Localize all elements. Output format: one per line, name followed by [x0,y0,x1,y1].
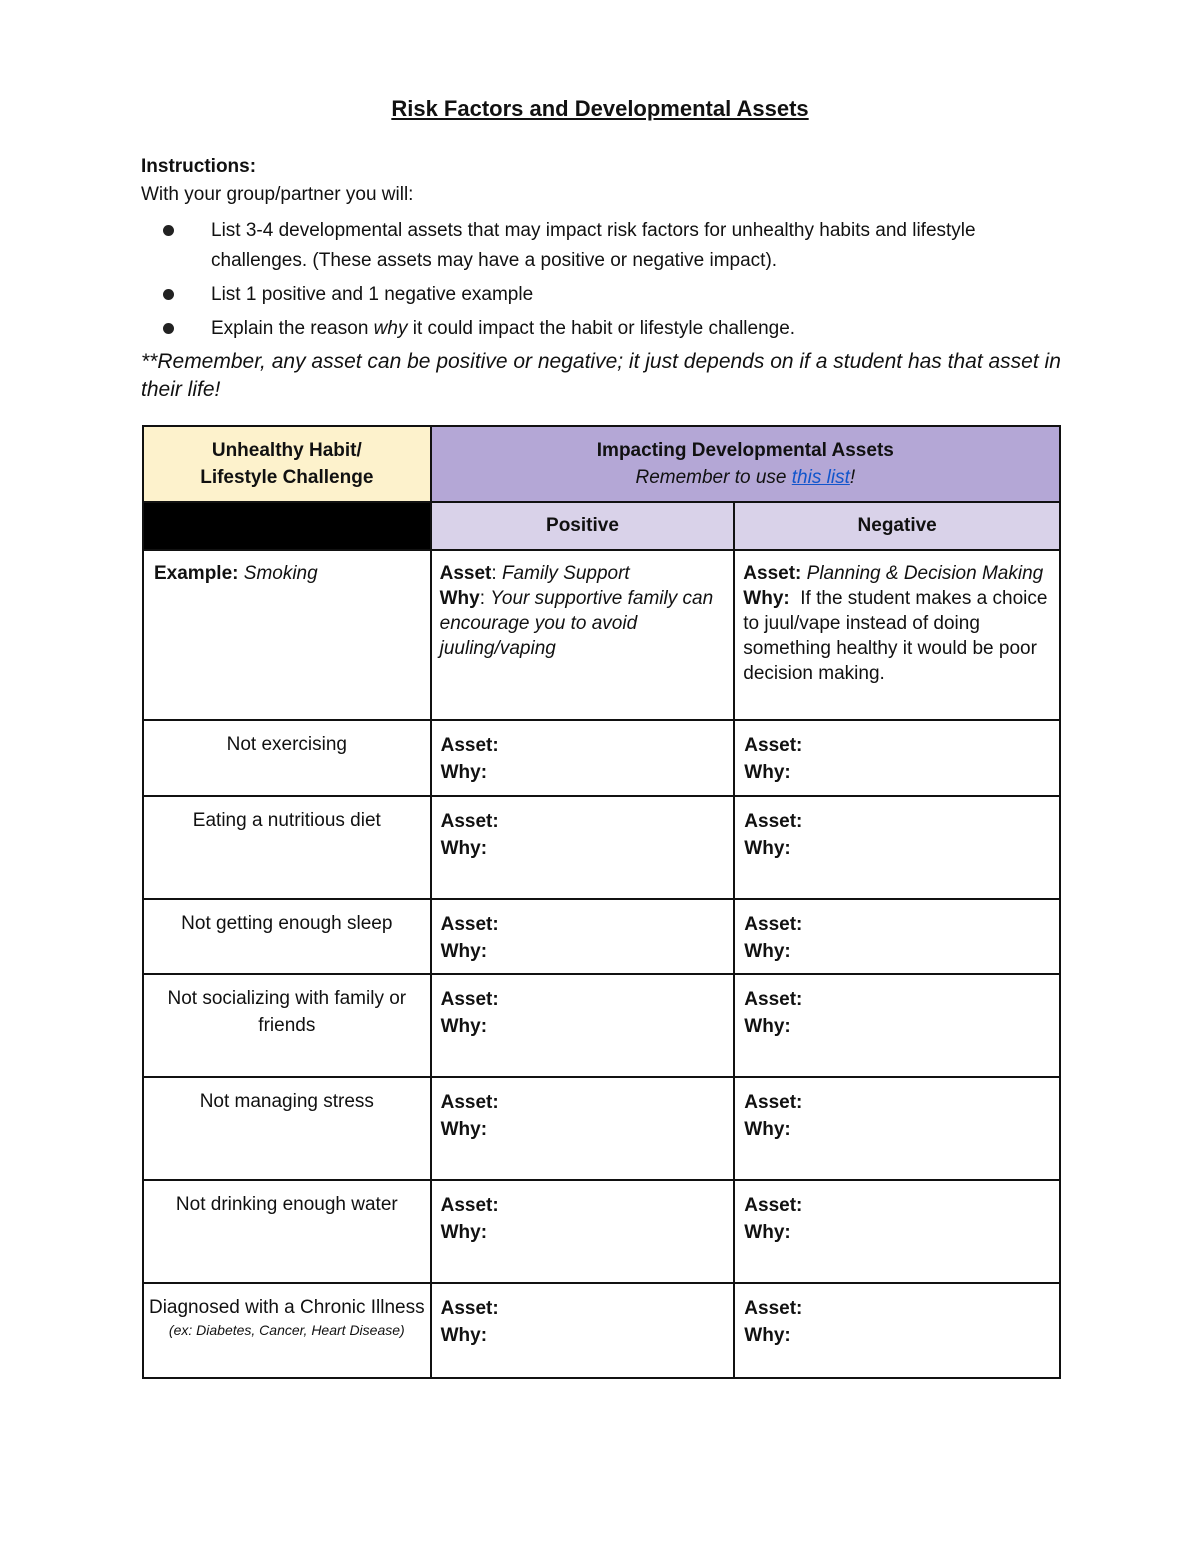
habit-cell [143,796,431,899]
asset-label: Asset: [743,563,802,584]
header-habit-line2: Lifestyle Challenge [200,467,374,488]
positive-cell[interactable] [431,1077,735,1180]
asset-label: Asset: [440,1092,499,1113]
example-label: Example: [154,563,239,584]
habit-cell [143,720,431,796]
why-label: Why: [744,838,791,859]
negative-cell[interactable] [734,1283,1060,1378]
example-habit: Smoking [243,563,318,584]
negative-cell[interactable] [734,974,1060,1077]
negative-cell[interactable] [734,1180,1060,1283]
instructions-intro: With your group/partner you will: [141,184,414,205]
habit-text: Not getting enough sleep [181,913,393,934]
habit-text: Not managing stress [199,1091,374,1112]
why-label: Why [439,588,480,609]
asset-label: Asset: [440,989,499,1010]
list-item [141,216,1041,276]
why-label: Why: [440,1325,488,1346]
header-black-cell [143,502,431,550]
why-value: Your supportive family can encourage you to avoid juuling/vaping [439,588,714,659]
habit-text: Not socializing with family or friends [167,988,407,1036]
why-label: Why: [744,762,791,783]
asset-label: Asset: [744,811,803,832]
why-label: Why: [440,1222,488,1243]
bullet-text: List 3-4 developmental assets that may impact risk factors for unhealthy habits and lifestyle challenges. (These assets may have a positive or negative impact). [211,220,976,271]
list-item [141,314,1041,344]
why-label: Why: [440,941,488,962]
header-positive: Positive [431,502,735,550]
asset-label: Asset: [440,1298,499,1319]
bullet-icon [163,323,174,334]
header-habit [143,426,431,502]
asset-value: Planning & Decision Making [806,563,1044,584]
habit-cell [143,1283,431,1378]
habit-cell [143,1180,431,1283]
header-assets-sub: Remember to use [635,467,792,488]
negative-cell[interactable] [734,720,1060,796]
why-label: Why: [744,1016,791,1037]
habit-cell [143,899,431,974]
habit-text: Eating a nutritious diet [192,810,381,831]
bullet-icon [163,225,174,236]
why-label: Why: [744,1222,791,1243]
why-label: Why: [440,1016,488,1037]
why-label: Why: [744,1325,791,1346]
habit-text: Diagnosed with a Chronic Illness [148,1297,425,1318]
example-negative-cell [734,550,1060,720]
asset-label: Asset: [744,1298,803,1319]
instructions-list [141,216,1041,348]
header-assets [431,426,1060,502]
habit-cell [143,1077,431,1180]
bullet-icon [163,289,174,300]
why-label: Why: [743,588,790,609]
list-item [141,280,1041,310]
asset-label: Asset: [744,735,803,756]
asset-label: Asset: [744,989,803,1010]
bullet-text: List 1 positive and 1 negative example [211,284,534,305]
positive-cell[interactable] [431,1283,735,1378]
page-title: Risk Factors and Developmental Assets [391,96,809,121]
bullet-text: it could impact the habit or lifestyle challenge. [407,318,796,339]
header-negative: Negative [734,502,1060,550]
habit-text: Not drinking enough water [175,1194,398,1215]
asset-label: Asset: [744,914,803,935]
asset-value: Family Support [501,563,630,584]
positive-cell[interactable] [431,720,735,796]
why-label: Why: [440,1119,488,1140]
asset-sep: : [491,563,502,584]
negative-cell[interactable] [734,899,1060,974]
example-positive-cell [431,550,735,720]
example-habit-cell [143,550,431,720]
instructions-label: Instructions: [141,156,257,177]
header-habit-line1: Unhealthy Habit/ [211,440,362,461]
positive-cell[interactable] [431,899,735,974]
why-label: Why: [744,941,791,962]
positive-cell[interactable] [431,974,735,1077]
negative-cell[interactable] [734,1077,1060,1180]
why-sep: : [479,588,491,609]
habit-text: Not exercising [226,734,347,755]
positive-cell[interactable] [431,796,735,899]
why-label: Why: [744,1119,791,1140]
why-label: Why: [440,762,488,783]
header-assets-sub-end: ! [849,467,856,488]
habit-cell [143,974,431,1077]
asset-label: Asset: [440,914,499,935]
asset-label: Asset: [440,735,499,756]
asset-label: Asset: [744,1195,803,1216]
header-assets-title: Impacting Developmental Assets [596,440,894,461]
this-list-link[interactable]: this list [791,467,850,488]
asset-label: Asset: [744,1092,803,1113]
asset-label: Asset: [440,811,499,832]
bullet-emphasis: why [373,318,408,339]
bullet-text: Explain the reason [211,318,374,339]
positive-cell[interactable] [431,1180,735,1283]
asset-label: Asset: [440,1195,499,1216]
reminder-note: **Remember, any asset can be positive or negative; it just depends on if a student has that asset in their life! [141,350,1061,401]
asset-label: Asset [439,563,492,584]
negative-cell[interactable] [734,796,1060,899]
why-label: Why: [440,838,488,859]
why-value: If the student makes a choice to juul/vape instead of doing something healthy it would be poor decision making. [743,588,1048,684]
habit-note: (ex: Diabetes, Cancer, Heart Disease) [168,1322,405,1338]
assets-table [142,425,1061,1379]
